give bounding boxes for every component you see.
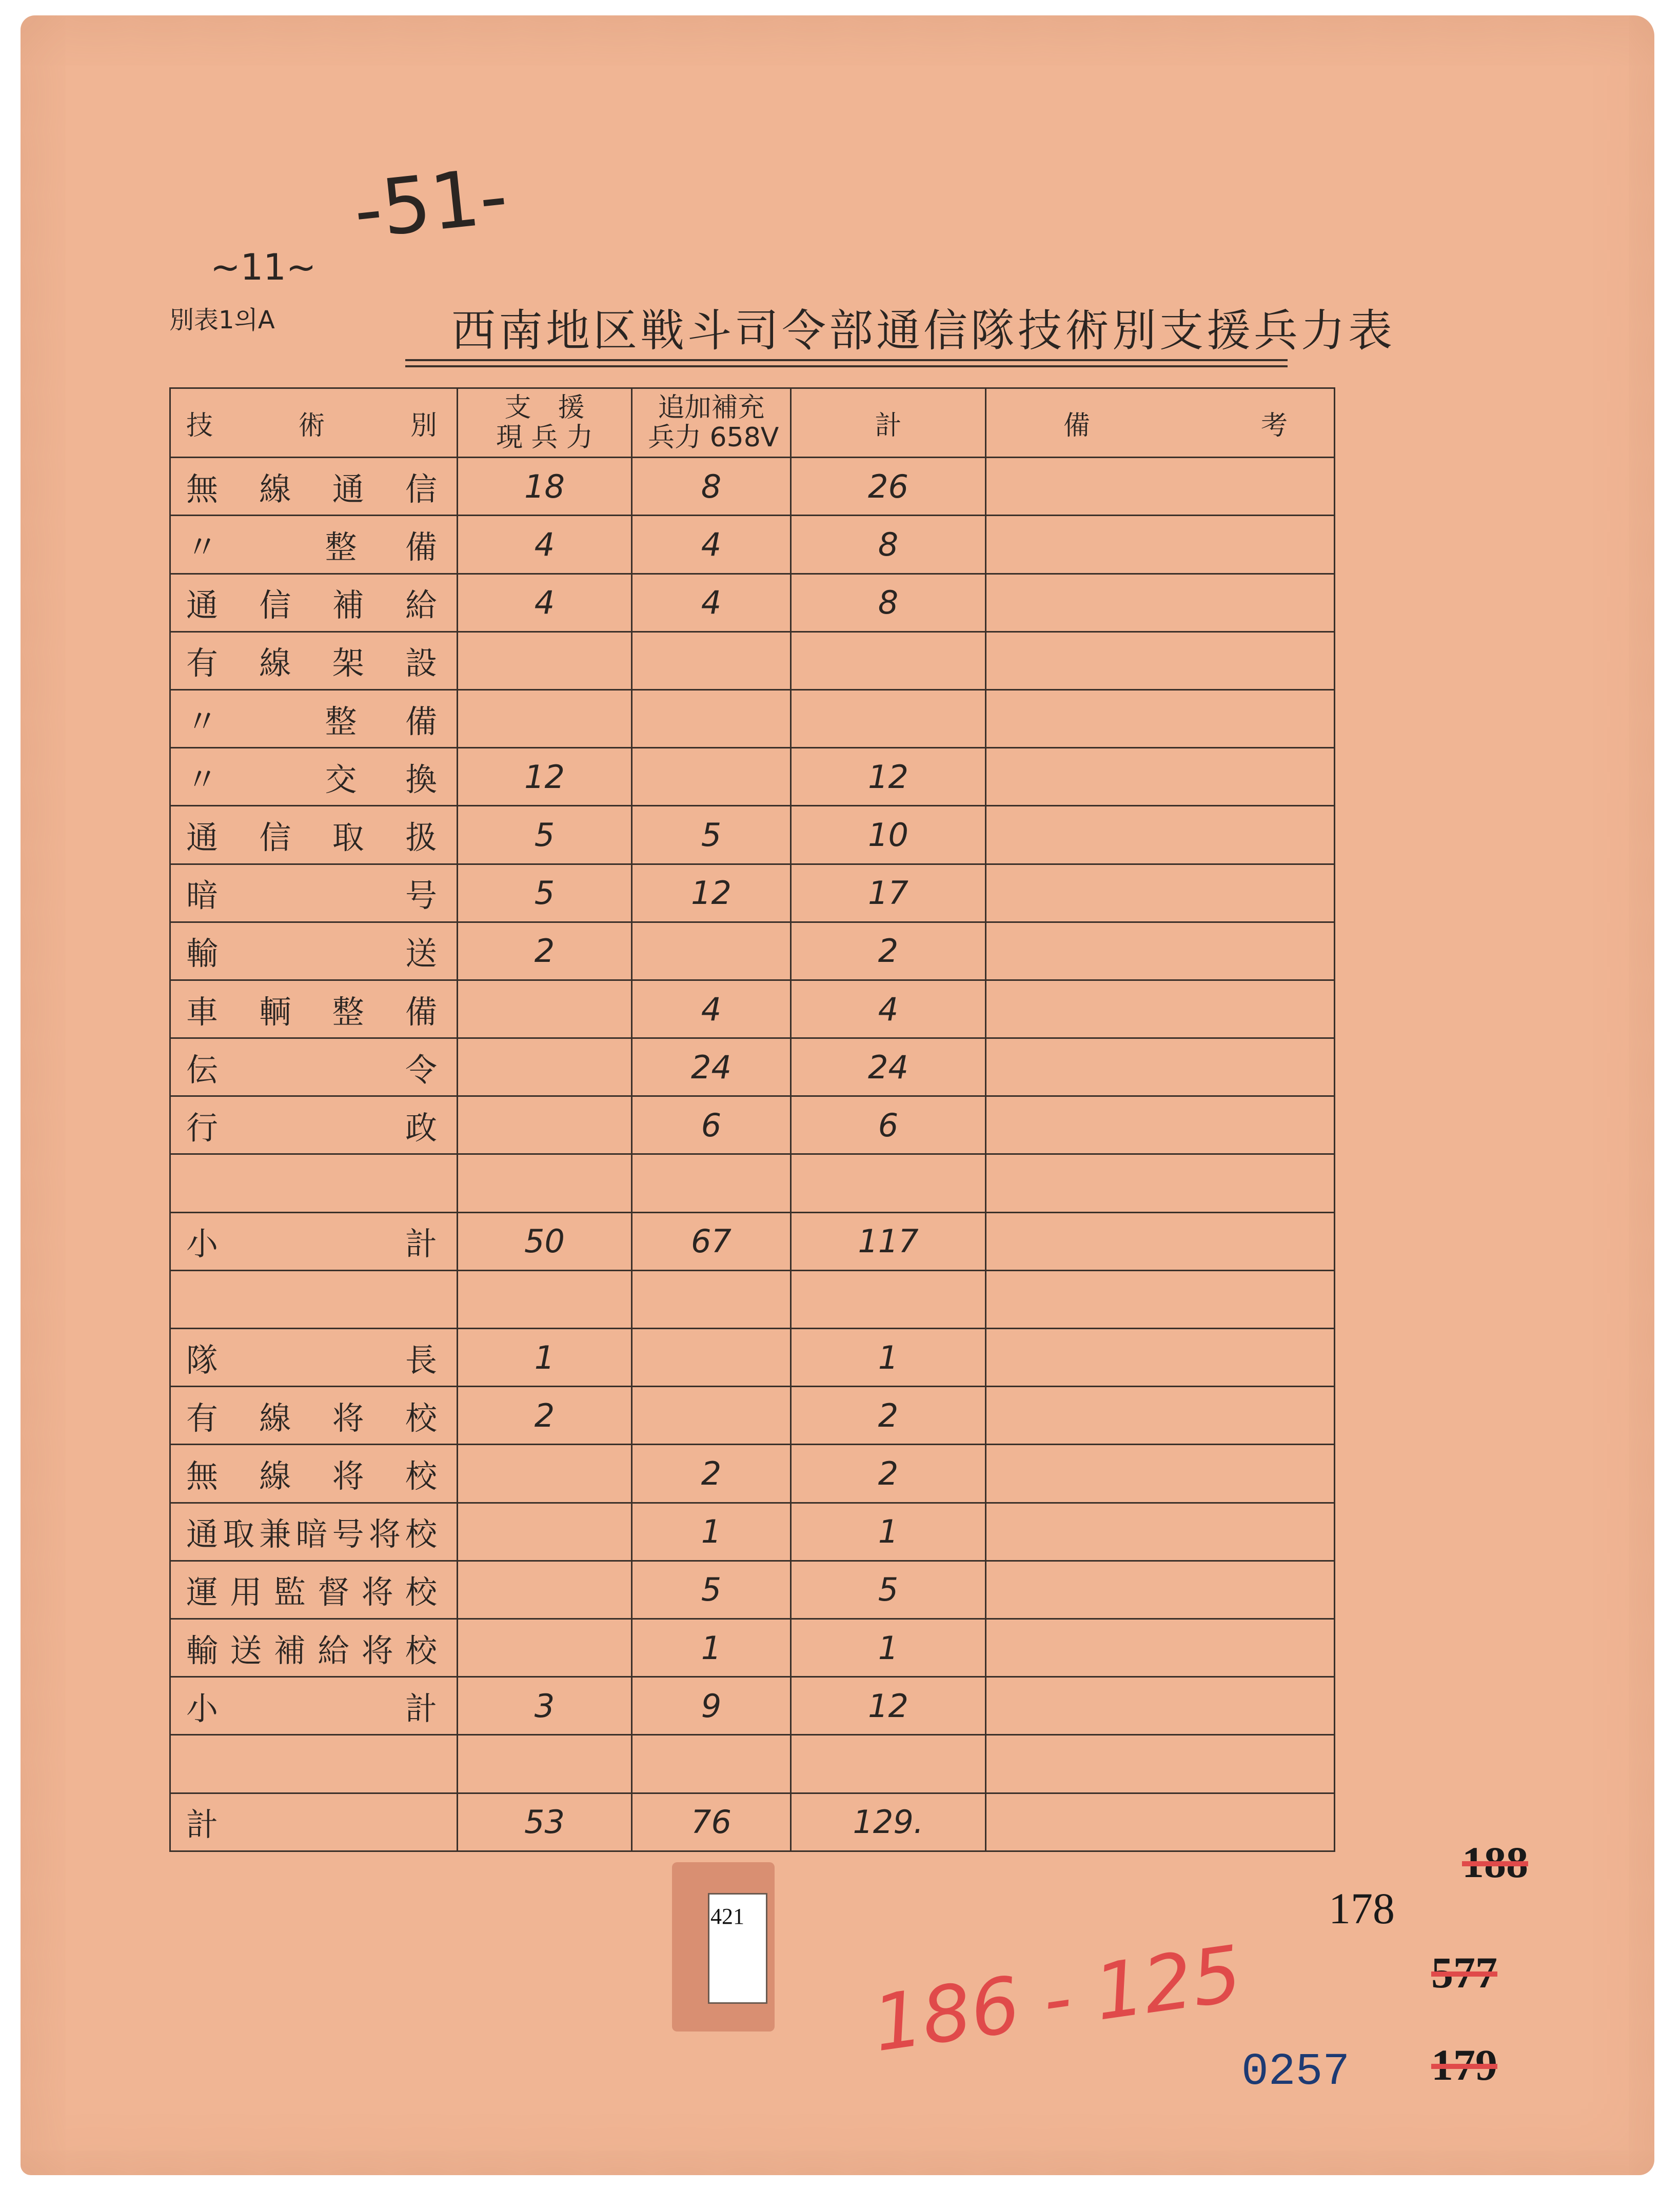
header-additional xyxy=(632,388,791,458)
table-row xyxy=(170,1735,1335,1793)
row-additional-strength xyxy=(632,689,791,747)
row-current-strength xyxy=(458,1445,632,1503)
row-current-strength: 1 xyxy=(458,1329,632,1387)
row-current-strength xyxy=(458,1561,632,1619)
row-remarks xyxy=(986,632,1335,689)
row-total xyxy=(791,689,986,747)
table-row xyxy=(170,1561,1335,1619)
row-label: 通信取扱 xyxy=(170,806,458,864)
stamp-number: 421 xyxy=(710,1904,744,1929)
row-label: 輸 送 xyxy=(170,922,458,980)
row-remarks xyxy=(986,1503,1335,1561)
struck-number: 577 xyxy=(1431,1948,1497,1997)
document-title: 西南地区戦斗司令部通信隊技術別支援兵力表 xyxy=(451,305,1395,357)
row-additional-strength xyxy=(632,922,791,980)
row-additional-strength: 2 xyxy=(632,1445,791,1503)
header-additional-line2: 兵力 658V xyxy=(648,422,779,453)
row-total: 10 xyxy=(791,806,986,864)
row-total: 6 xyxy=(791,1096,986,1154)
row-additional-strength: 4 xyxy=(632,574,791,632)
table-row xyxy=(170,632,1335,689)
row-label: 〃 整備 xyxy=(170,689,458,747)
row-remarks xyxy=(986,458,1335,516)
row-additional-strength xyxy=(632,1735,791,1793)
row-label: 車輌整備 xyxy=(170,980,458,1038)
table-row xyxy=(170,748,1335,806)
row-additional-strength: 8 xyxy=(632,458,791,516)
row-current-strength: 2 xyxy=(458,922,632,980)
struck-number: 188 xyxy=(1462,1838,1528,1887)
current-sheet-number: 178 xyxy=(1329,1884,1395,1933)
row-total: 26 xyxy=(791,458,986,516)
row-current-strength: 50 xyxy=(458,1212,632,1270)
attachment-label: 別表1의A xyxy=(169,306,275,334)
row-remarks xyxy=(986,806,1335,864)
row-additional-strength: 5 xyxy=(632,806,791,864)
row-current-strength xyxy=(458,632,632,689)
row-remarks xyxy=(986,1793,1335,1851)
header-current-support-line1: 支 援 xyxy=(504,392,585,424)
row-additional-strength: 4 xyxy=(632,516,791,574)
table-row xyxy=(170,516,1335,574)
row-remarks xyxy=(986,1212,1335,1270)
table-row xyxy=(170,1445,1335,1503)
row-label: 有線架設 xyxy=(170,632,458,689)
table-row xyxy=(170,458,1335,516)
row-additional-strength: 9 xyxy=(632,1677,791,1735)
table-row xyxy=(170,1503,1335,1561)
table-row xyxy=(170,806,1335,864)
support-strength-table xyxy=(169,387,1335,1852)
table-row xyxy=(170,1038,1335,1096)
row-current-strength xyxy=(458,1038,632,1096)
row-current-strength xyxy=(458,1735,632,1793)
row-total: 5 xyxy=(791,1561,986,1619)
row-current-strength xyxy=(458,980,632,1038)
row-label: 〃 交換 xyxy=(170,748,458,806)
row-remarks xyxy=(986,1445,1335,1503)
row-total: 17 xyxy=(791,864,986,922)
row-label: 小 計 xyxy=(170,1677,458,1735)
row-label: 行 政 xyxy=(170,1096,458,1154)
row-total: 2 xyxy=(791,1445,986,1503)
row-remarks xyxy=(986,980,1335,1038)
blue-stamp-number: 0257 xyxy=(1241,2047,1350,2098)
table-row xyxy=(170,864,1335,922)
row-additional-strength xyxy=(632,1270,791,1328)
row-additional-strength xyxy=(632,1154,791,1212)
row-remarks xyxy=(986,1735,1335,1793)
row-remarks xyxy=(986,1096,1335,1154)
table-row xyxy=(170,689,1335,747)
row-remarks xyxy=(986,1619,1335,1677)
table-row xyxy=(170,1096,1335,1154)
row-current-strength: 3 xyxy=(458,1677,632,1735)
header-total: 計 xyxy=(791,388,986,458)
row-label: 計 xyxy=(170,1793,458,1851)
row-current-strength xyxy=(458,1096,632,1154)
table-row xyxy=(170,1270,1335,1328)
row-current-strength: 2 xyxy=(458,1387,632,1445)
row-current-strength: 5 xyxy=(458,806,632,864)
title-underline xyxy=(405,359,1288,361)
table-row xyxy=(170,1793,1335,1851)
row-total xyxy=(791,1735,986,1793)
row-additional-strength: 1 xyxy=(632,1503,791,1561)
row-additional-strength xyxy=(632,1329,791,1387)
header-remarks-left: 備 xyxy=(1063,410,1091,441)
row-remarks xyxy=(986,1677,1335,1735)
row-label: 暗 号 xyxy=(170,864,458,922)
row-label: 〃 整備 xyxy=(170,516,458,574)
row-remarks xyxy=(986,1154,1335,1212)
row-label: 通取兼暗号将校 xyxy=(170,1503,458,1561)
row-total: 2 xyxy=(791,1387,986,1445)
table-header-row xyxy=(170,388,1335,458)
table-row xyxy=(170,922,1335,980)
row-remarks xyxy=(986,1387,1335,1445)
row-remarks xyxy=(986,1561,1335,1619)
row-label xyxy=(170,1270,458,1328)
row-total: 129. xyxy=(791,1793,986,1851)
row-additional-strength: 24 xyxy=(632,1038,791,1096)
table-row xyxy=(170,980,1335,1038)
row-current-strength xyxy=(458,1503,632,1561)
table-row xyxy=(170,1387,1335,1445)
row-remarks xyxy=(986,574,1335,632)
row-total: 4 xyxy=(791,980,986,1038)
row-remarks xyxy=(986,1270,1335,1328)
row-label: 無線将校 xyxy=(170,1445,458,1503)
row-additional-strength: 76 xyxy=(632,1793,791,1851)
header-remarks-right: 考 xyxy=(1260,410,1288,441)
table-row xyxy=(170,1154,1335,1212)
row-total: 24 xyxy=(791,1038,986,1096)
header-remarks xyxy=(986,388,1335,458)
header-additional-line1: 追加補充 xyxy=(658,392,765,424)
row-current-strength xyxy=(458,689,632,747)
row-remarks xyxy=(986,516,1335,574)
row-additional-strength: 12 xyxy=(632,864,791,922)
row-total xyxy=(791,1270,986,1328)
row-additional-strength: 6 xyxy=(632,1096,791,1154)
row-current-strength: 4 xyxy=(458,516,632,574)
row-current-strength xyxy=(458,1619,632,1677)
row-additional-strength: 1 xyxy=(632,1619,791,1677)
row-label xyxy=(170,1154,458,1212)
row-total: 2 xyxy=(791,922,986,980)
row-total: 8 xyxy=(791,516,986,574)
sub-mark: ~11~ xyxy=(210,246,317,288)
row-total: 12 xyxy=(791,748,986,806)
row-label: 有線将校 xyxy=(170,1387,458,1445)
row-remarks xyxy=(986,748,1335,806)
row-remarks xyxy=(986,1329,1335,1387)
row-label xyxy=(170,1735,458,1793)
row-current-strength: 5 xyxy=(458,864,632,922)
row-additional-strength xyxy=(632,632,791,689)
row-label: 通信補給 xyxy=(170,574,458,632)
row-additional-strength: 4 xyxy=(632,980,791,1038)
row-additional-strength: 67 xyxy=(632,1212,791,1270)
row-total xyxy=(791,1154,986,1212)
header-technique: 技 術 別 xyxy=(170,388,458,458)
row-total xyxy=(791,632,986,689)
row-additional-strength xyxy=(632,748,791,806)
table-row xyxy=(170,1329,1335,1387)
row-remarks xyxy=(986,922,1335,980)
row-label: 無線通信 xyxy=(170,458,458,516)
struck-number: 179 xyxy=(1431,2040,1497,2089)
red-handwritten-note: 186 - 125 xyxy=(867,1929,1247,2069)
row-total: 1 xyxy=(791,1503,986,1561)
row-current-strength: 53 xyxy=(458,1793,632,1851)
row-total: 117 xyxy=(791,1212,986,1270)
page-mark: -51- xyxy=(349,151,512,257)
row-total: 12 xyxy=(791,1677,986,1735)
row-remarks xyxy=(986,864,1335,922)
row-additional-strength: 5 xyxy=(632,1561,791,1619)
row-remarks xyxy=(986,689,1335,747)
row-total: 8 xyxy=(791,574,986,632)
table-row xyxy=(170,1619,1335,1677)
row-label: 輸送補給将校 xyxy=(170,1619,458,1677)
row-label: 小 計 xyxy=(170,1212,458,1270)
header-current-support-line2: 現 兵 力 xyxy=(496,422,594,453)
row-total: 1 xyxy=(791,1329,986,1387)
table-row xyxy=(170,574,1335,632)
row-label: 運用監督将校 xyxy=(170,1561,458,1619)
table-row xyxy=(170,1677,1335,1735)
row-current-strength xyxy=(458,1270,632,1328)
title-underline xyxy=(405,365,1288,367)
table-row xyxy=(170,1212,1335,1270)
row-current-strength: 4 xyxy=(458,574,632,632)
row-current-strength: 12 xyxy=(458,748,632,806)
row-current-strength: 18 xyxy=(458,458,632,516)
row-remarks xyxy=(986,1038,1335,1096)
row-total: 1 xyxy=(791,1619,986,1677)
row-current-strength xyxy=(458,1154,632,1212)
row-additional-strength xyxy=(632,1387,791,1445)
header-current-support xyxy=(458,388,632,458)
row-label: 伝 令 xyxy=(170,1038,458,1096)
row-label: 隊 長 xyxy=(170,1329,458,1387)
